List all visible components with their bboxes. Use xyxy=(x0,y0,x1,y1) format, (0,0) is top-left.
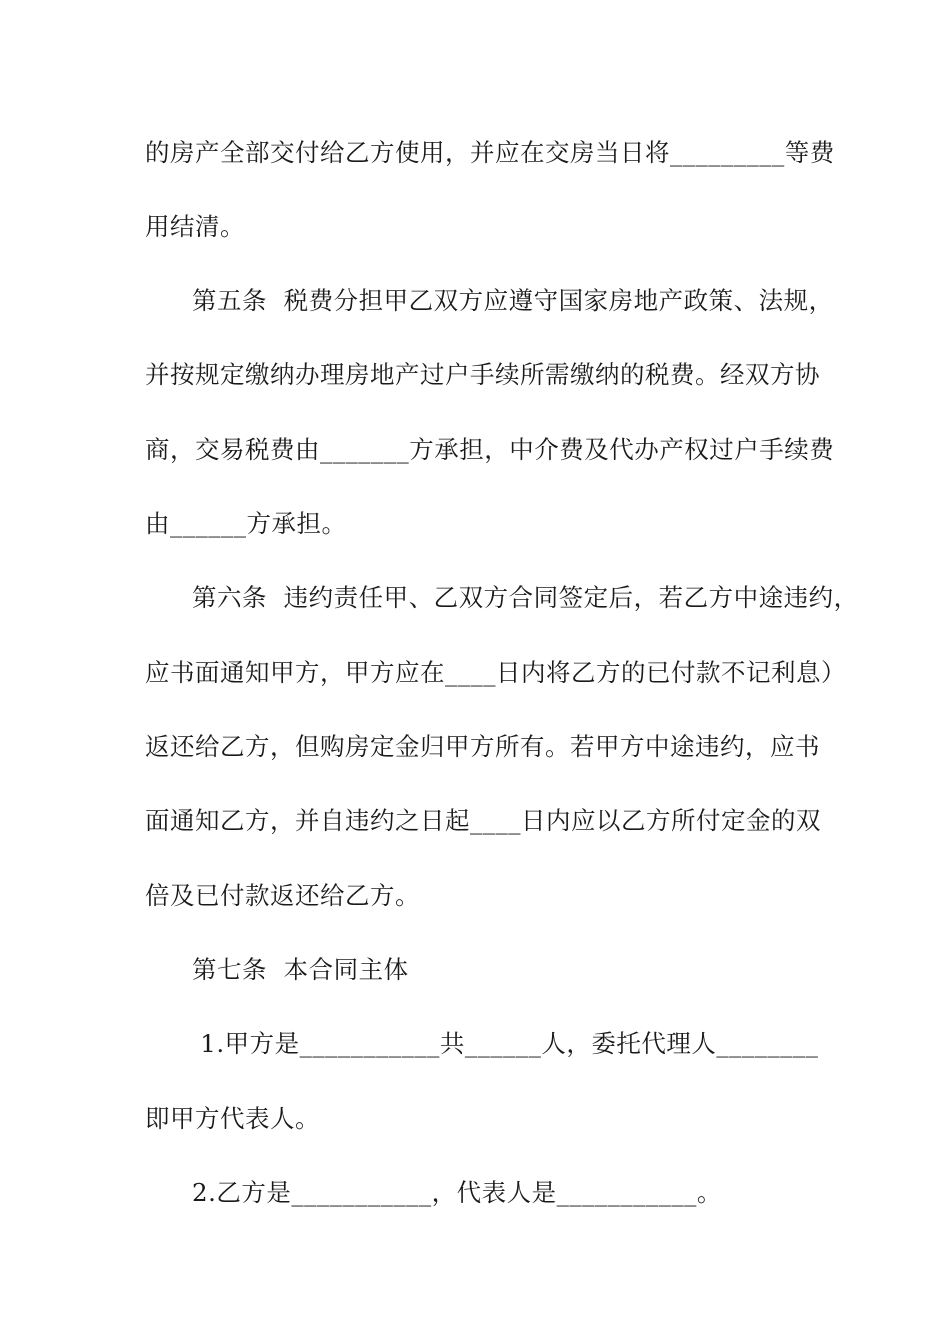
text-line: 商，交易税费由_______方承担，中介费及代办产权过户手续费 xyxy=(145,435,835,464)
party-b-clause: 2.乙方是___________，代表人是___________。 xyxy=(192,1178,722,1207)
article-5-heading-line: 第五条 税费分担甲乙双方应遵守国家房地产政策、法规， xyxy=(192,286,834,315)
article-6-heading-line: 第六条 违约责任甲、乙双方合同签定后，若乙方中途违约， xyxy=(192,583,859,612)
text-line: 面通知乙方，并自违约之日起____日内应以乙方所付定金的双 xyxy=(145,806,821,835)
text-line: 倍及已付款返还给乙方。 xyxy=(145,881,420,910)
text-line: 用结清。 xyxy=(145,212,245,241)
text-line: 的房产全部交付给乙方使用，并应在交房当日将_________等费 xyxy=(145,138,835,167)
text-line: 返还给乙方，但购房定金归甲方所有。若甲方中途违约，应书 xyxy=(145,732,820,761)
party-a-clause: 1.甲方是___________共______人，委托代理人________ xyxy=(192,1029,819,1058)
text-line: 并按规定缴纳办理房地产过户手续所需缴纳的税费。经双方协 xyxy=(145,360,820,389)
text-line: 应书面通知甲方，甲方应在____日内将乙方的已付款不记利息） xyxy=(145,658,846,687)
text-line: 由______方承担。 xyxy=(145,509,347,538)
text-line: 即甲方代表人。 xyxy=(145,1104,320,1133)
article-7-heading: 第七条 本合同主体 xyxy=(192,955,409,984)
